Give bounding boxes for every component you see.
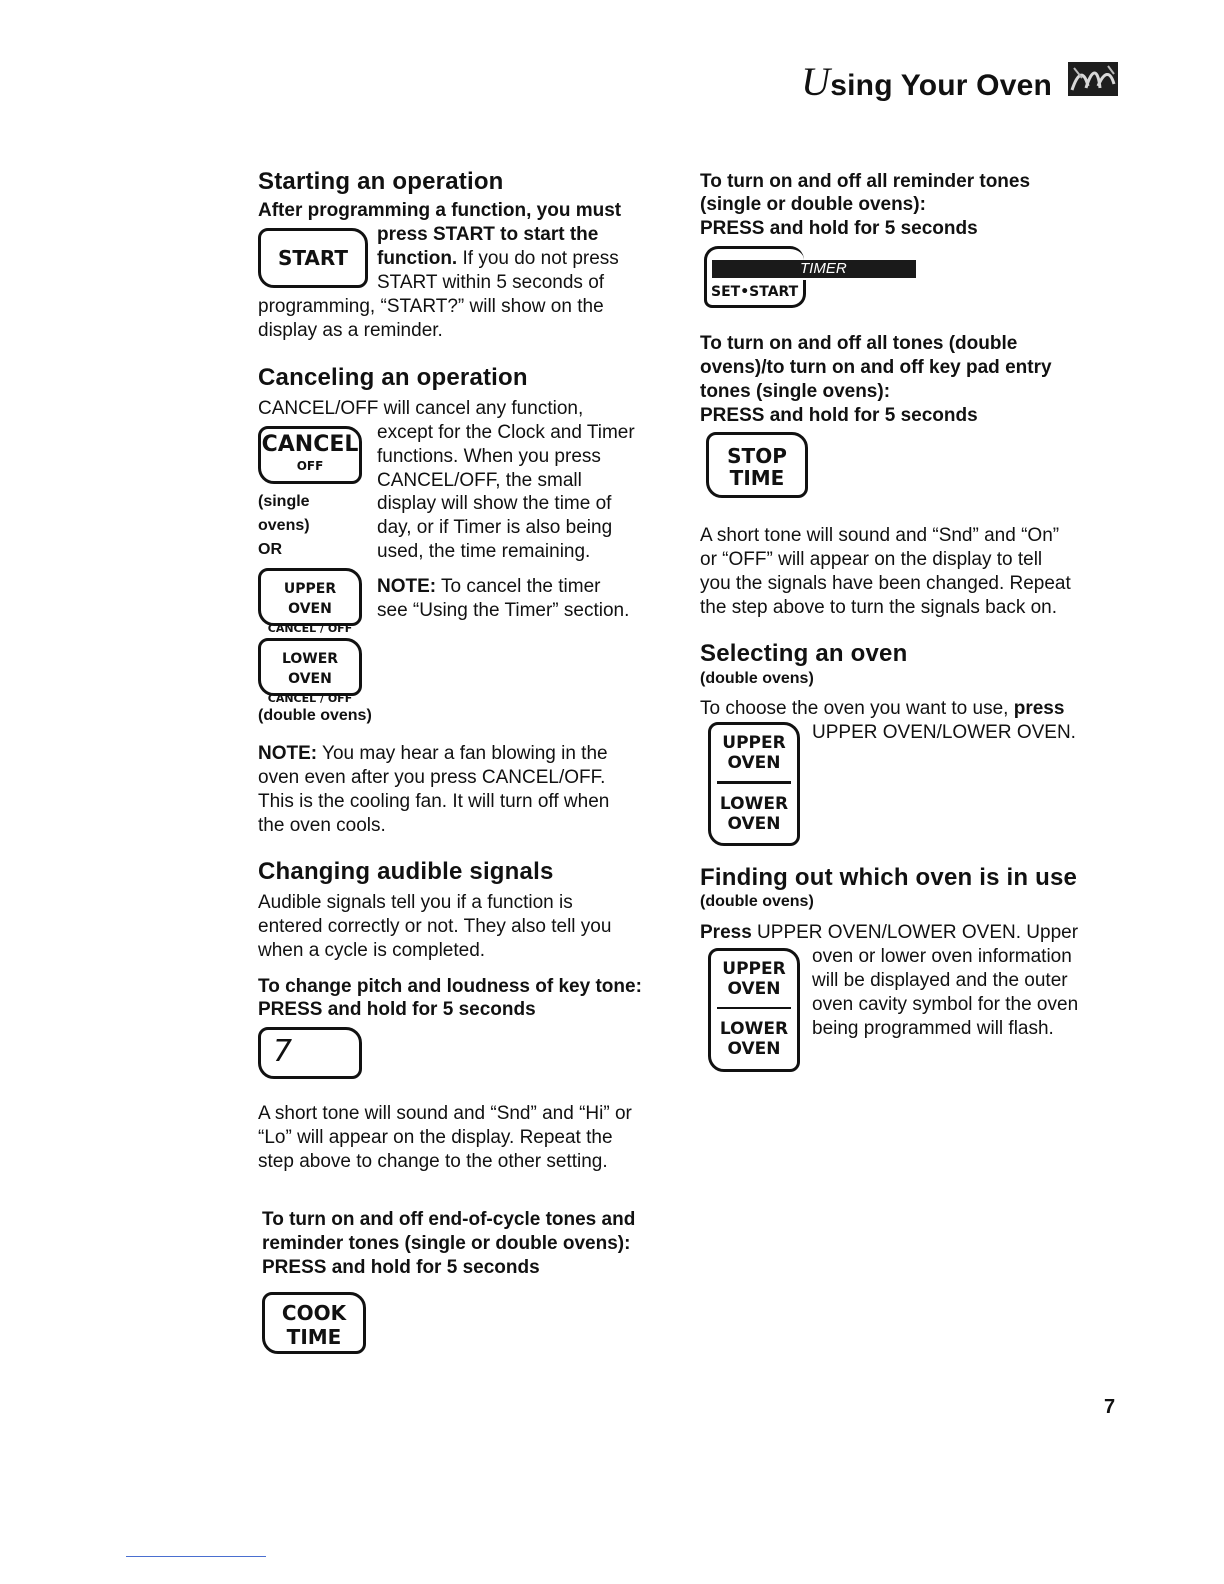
- fan-note-bold: NOTE:: [258, 743, 318, 764]
- finding-line2: oven or lower oven information: [812, 946, 1072, 967]
- finding-line1: [700, 921, 1078, 945]
- start-key: START: [258, 228, 368, 288]
- pitch-line2: PRESS and hold for 5 seconds: [258, 999, 536, 1020]
- fan-note-line3: This is the cooling fan. It will turn off when: [258, 791, 610, 812]
- canceling-note-rest: To cancel the timer: [436, 576, 601, 597]
- finding-line3: will be displayed and the outer: [812, 970, 1068, 991]
- signals-line1: Audible signals tell you if a function is: [258, 892, 573, 913]
- stop-key-line1: STOP: [727, 444, 787, 468]
- seven-key: 7: [258, 1027, 362, 1079]
- endcycle-line3: PRESS and hold for 5 seconds: [262, 1257, 540, 1278]
- alltones-line3: tones (single ovens):: [700, 381, 891, 402]
- selecting-line2: UPPER OVEN/LOWER OVEN.: [812, 722, 1076, 743]
- page-number: 7: [1104, 1396, 1116, 1418]
- heading-canceling: Canceling an operation: [258, 364, 528, 391]
- finding-line1-rest: UPPER OVEN/LOWER OVEN. Upper: [751, 922, 1079, 943]
- upper-cancel-key-sub: CANCEL / OFF: [267, 622, 353, 635]
- set-start-label: SET•START: [704, 280, 806, 308]
- cook-time-key: [262, 1292, 366, 1354]
- alltones-line2: ovens)/to turn on and off key pad entry: [700, 357, 1052, 378]
- cancel-key-sub: OFF: [296, 459, 324, 473]
- timer-set-start-key: [704, 246, 916, 308]
- cancel-key-label: CANCEL: [261, 432, 359, 457]
- finding-key-divider: [717, 1007, 791, 1009]
- page-header-title: [801, 58, 1052, 105]
- ovens-label: ovens): [258, 517, 310, 534]
- right-short1: A short tone will sound and “Snd” and “On”: [700, 525, 1060, 546]
- signals-line3: when a cycle is completed.: [258, 940, 486, 961]
- upper-oven-cancel-key: [258, 568, 362, 635]
- starting-line2: press START to start the: [377, 224, 599, 245]
- reminder-line3: PRESS and hold for 5 seconds: [700, 218, 978, 239]
- endcycle-line1: To turn on and off end-of-cycle tones and: [262, 1209, 636, 1230]
- finding-lower1: LOWER: [719, 1019, 789, 1039]
- finding-sub: (double ovens): [700, 893, 814, 910]
- fan-note-line2: oven even after you press CANCEL/OFF.: [258, 767, 606, 788]
- heading-selecting: Selecting an oven: [700, 640, 908, 667]
- heading-finding: Finding out which oven is in use: [700, 864, 1078, 891]
- finding-line4: oven cavity symbol for the oven: [812, 994, 1079, 1015]
- upper-lower-oven-key: [708, 722, 800, 846]
- signals-short2: “Lo” will appear on the display. Repeat the: [258, 1127, 613, 1148]
- cook-key-line1: COOK: [281, 1301, 347, 1325]
- header-title-initial: U: [801, 59, 831, 104]
- heading-starting: Starting an operation: [258, 168, 504, 195]
- right-short4: the step above to turn the signals back on.: [700, 597, 1058, 618]
- signals-short3: step above to change to the other setting.: [258, 1151, 608, 1172]
- canceling-line1: CANCEL/OFF will cancel any function,: [258, 398, 584, 419]
- canceling-note2: see “Using the Timer” section.: [377, 600, 630, 621]
- finding-line5: being programmed will flash.: [812, 1018, 1054, 1039]
- finding-line1-bold: Press: [700, 922, 752, 943]
- upper-cancel-key-label: UPPER OVEN: [283, 581, 337, 617]
- finding-oven-key: [708, 948, 800, 1072]
- selecting-sub: (double ovens): [700, 670, 814, 687]
- stop-time-key: [706, 432, 808, 498]
- lower-cancel-key-sub: CANCEL / OFF: [267, 692, 353, 705]
- fan-note-line4: the oven cools.: [258, 815, 386, 836]
- select-upper2: OVEN: [727, 753, 781, 773]
- select-upper1: UPPER: [722, 733, 786, 753]
- starting-line5: programming, “START?” will show on the: [258, 296, 604, 317]
- brand-logo-icon: [1068, 62, 1118, 96]
- starting-line3: [377, 247, 619, 271]
- lower-cancel-key-label: LOWER OVEN: [281, 651, 339, 687]
- select-lower1: LOWER: [719, 794, 789, 814]
- oven-key-divider: [717, 781, 791, 784]
- footer-rule: [126, 1556, 266, 1557]
- signals-line2: entered correctly or not. They also tell you: [258, 916, 612, 937]
- finding-lower2: OVEN: [727, 1039, 781, 1059]
- selecting-line1-pre: To choose the oven you want to use,: [700, 698, 1014, 719]
- selecting-line1-bold: press: [1013, 698, 1065, 719]
- starting-line4: START within 5 seconds of: [377, 272, 605, 293]
- pitch-line1: To change pitch and loudness of key tone:: [258, 976, 642, 997]
- cook-key-line2: TIME: [286, 1325, 342, 1349]
- heading-signals: Changing audible signals: [258, 858, 554, 885]
- starting-line6: display as a reminder.: [258, 320, 443, 341]
- canceling-line7: used, the time remaining.: [377, 541, 591, 562]
- canceling-line2: except for the Clock and Timer: [377, 422, 635, 443]
- signals-short1: A short tone will sound and “Snd” and “Hi” or: [258, 1103, 632, 1124]
- header-title-rest: sing Your Oven: [830, 69, 1052, 102]
- right-short2: or “OFF” will appear on the display to tell: [700, 549, 1043, 570]
- canceling-note-bold: NOTE:: [377, 576, 437, 597]
- cancel-off-key: [258, 426, 362, 484]
- single-label: (single: [258, 493, 310, 510]
- starting-line1: After programming a function, you must: [258, 200, 622, 221]
- canceling-line5: display will show the time of: [377, 493, 612, 514]
- endcycle-line2: reminder tones (single or double ovens):: [262, 1233, 631, 1254]
- canceling-line4: CANCEL/OFF, the small: [377, 470, 582, 491]
- reminder-line2: (single or double ovens):: [700, 194, 926, 215]
- fan-note-rest: You may hear a fan blowing in the: [317, 743, 608, 764]
- timer-label-bar: TIMER: [712, 260, 916, 278]
- canceling-line3: functions. When you press: [377, 446, 601, 467]
- selecting-line1: [700, 697, 1064, 721]
- reminder-line1: To turn on and off all reminder tones: [700, 171, 1031, 192]
- lower-oven-cancel-key: [258, 638, 362, 705]
- finding-upper1: UPPER: [722, 959, 786, 979]
- right-short3: you the signals have been changed. Repeat: [700, 573, 1071, 594]
- select-lower2: OVEN: [727, 814, 781, 834]
- canceling-note1: [377, 575, 601, 599]
- starting-line3-rest: If you do not press: [457, 248, 619, 269]
- stop-key-line2: TIME: [729, 466, 785, 490]
- double-ovens-label: (double ovens): [258, 707, 372, 724]
- or-label: OR: [258, 541, 282, 558]
- canceling-line6: day, or if Timer is also being: [377, 517, 613, 538]
- finding-upper2: OVEN: [727, 979, 781, 999]
- alltones-line4: PRESS and hold for 5 seconds: [700, 405, 978, 426]
- alltones-line1: To turn on and off all tones (double: [700, 333, 1018, 354]
- fan-note-line1: [258, 742, 608, 766]
- starting-line3-bold: function.: [377, 248, 458, 269]
